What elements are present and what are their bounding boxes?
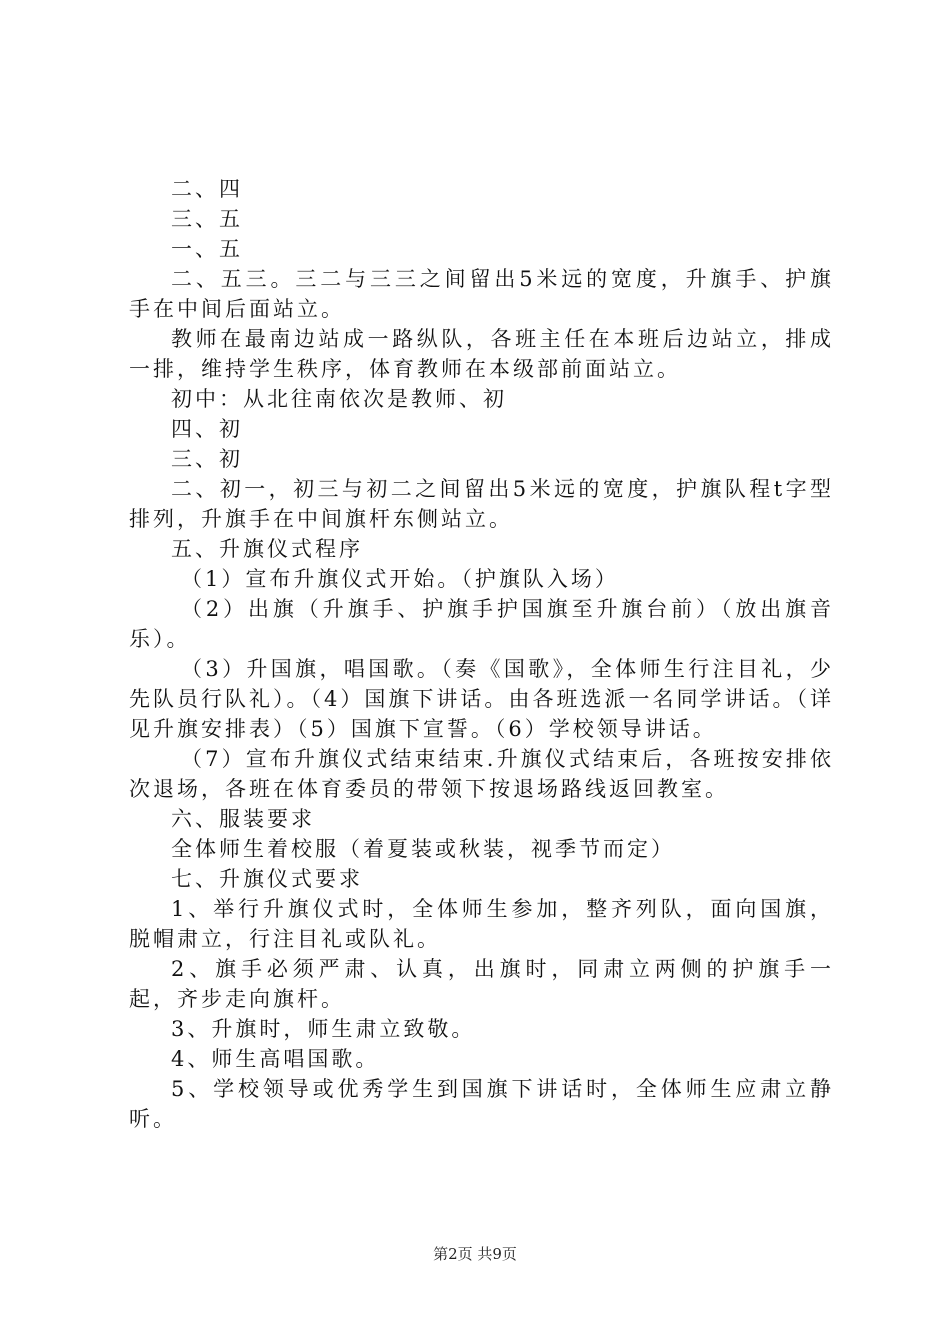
paragraph-17: 七、升旗仪式要求 (171, 867, 363, 891)
document-body (129, 174, 834, 1134)
paragraph-8: 三、初 (171, 447, 243, 471)
paragraph-3: 一、五 (171, 237, 243, 261)
paragraph-9: 二、初一，初三与初二之间留出5米远的宽度，护旗队程t字型排列，升旗手在中间旗杆东侧站立。 (129, 477, 834, 531)
paragraph-2: 三、五 (171, 207, 243, 231)
paragraph-19: 2、旗手必须严肃、认真，出旗时，同肃立两侧的护旗手一起，齐步走向旗杆。 (129, 957, 834, 1011)
paragraph-18: 1、举行升旗仪式时，全体师生参加，整齐列队，面向国旗，脱帽肃立，行注目礼或队礼。 (129, 897, 834, 951)
paragraph-12: （2）出旗（升旗手、护旗手护国旗至升旗台前）（放出旗音乐）。 (129, 597, 834, 651)
paragraph-7: 四、初 (171, 417, 243, 441)
paragraph-14: （7）宣布升旗仪式结束结束.升旗仪式结束后，各班按安排依次退场，各班在体育委员的带领下按退场路线返回教室。 (129, 747, 834, 801)
paragraph-15: 六、服装要求 (171, 807, 315, 831)
paragraph-21: 4、师生高唱国歌。 (171, 1047, 380, 1071)
paragraph-5: 教师在最南边站成一路纵队，各班主任在本班后边站立，排成一排，维持学生秩序，体育教师在本级部前面站立。 (129, 327, 834, 381)
paragraph-22: 5、学校领导或优秀学生到国旗下讲话时，全体师生应肃立静听。 (129, 1077, 834, 1131)
paragraph-20: 3、升旗时，师生肃立致敬。 (171, 1017, 476, 1041)
paragraph-11: （1）宣布升旗仪式开始。（护旗队入场） (181, 567, 619, 591)
paragraph-16: 全体师生着校服（着夏装或秋装，视季节而定） (171, 837, 675, 861)
paragraph-10: 五、升旗仪式程序 (171, 537, 363, 561)
paragraph-4: 二、五三。三二与三三之间留出5米远的宽度，升旗手、护旗手在中间后面站立。 (129, 267, 834, 321)
paragraph-6: 初中：从北往南依次是教师、初 (171, 387, 507, 411)
page-number-footer: 第2页 共9页 (433, 1245, 517, 1263)
paragraph-13: （3）升国旗，唱国歌。（奏《国歌》，全体师生行注目礼，少先队员行队礼）。（4）国旗下讲话。由各班选派一名同学讲话。（详见升旗安排表）（5）国旗下宣誓。（6）学校领导讲话。 (129, 657, 834, 741)
paragraph-1: 二、四 (171, 177, 243, 201)
